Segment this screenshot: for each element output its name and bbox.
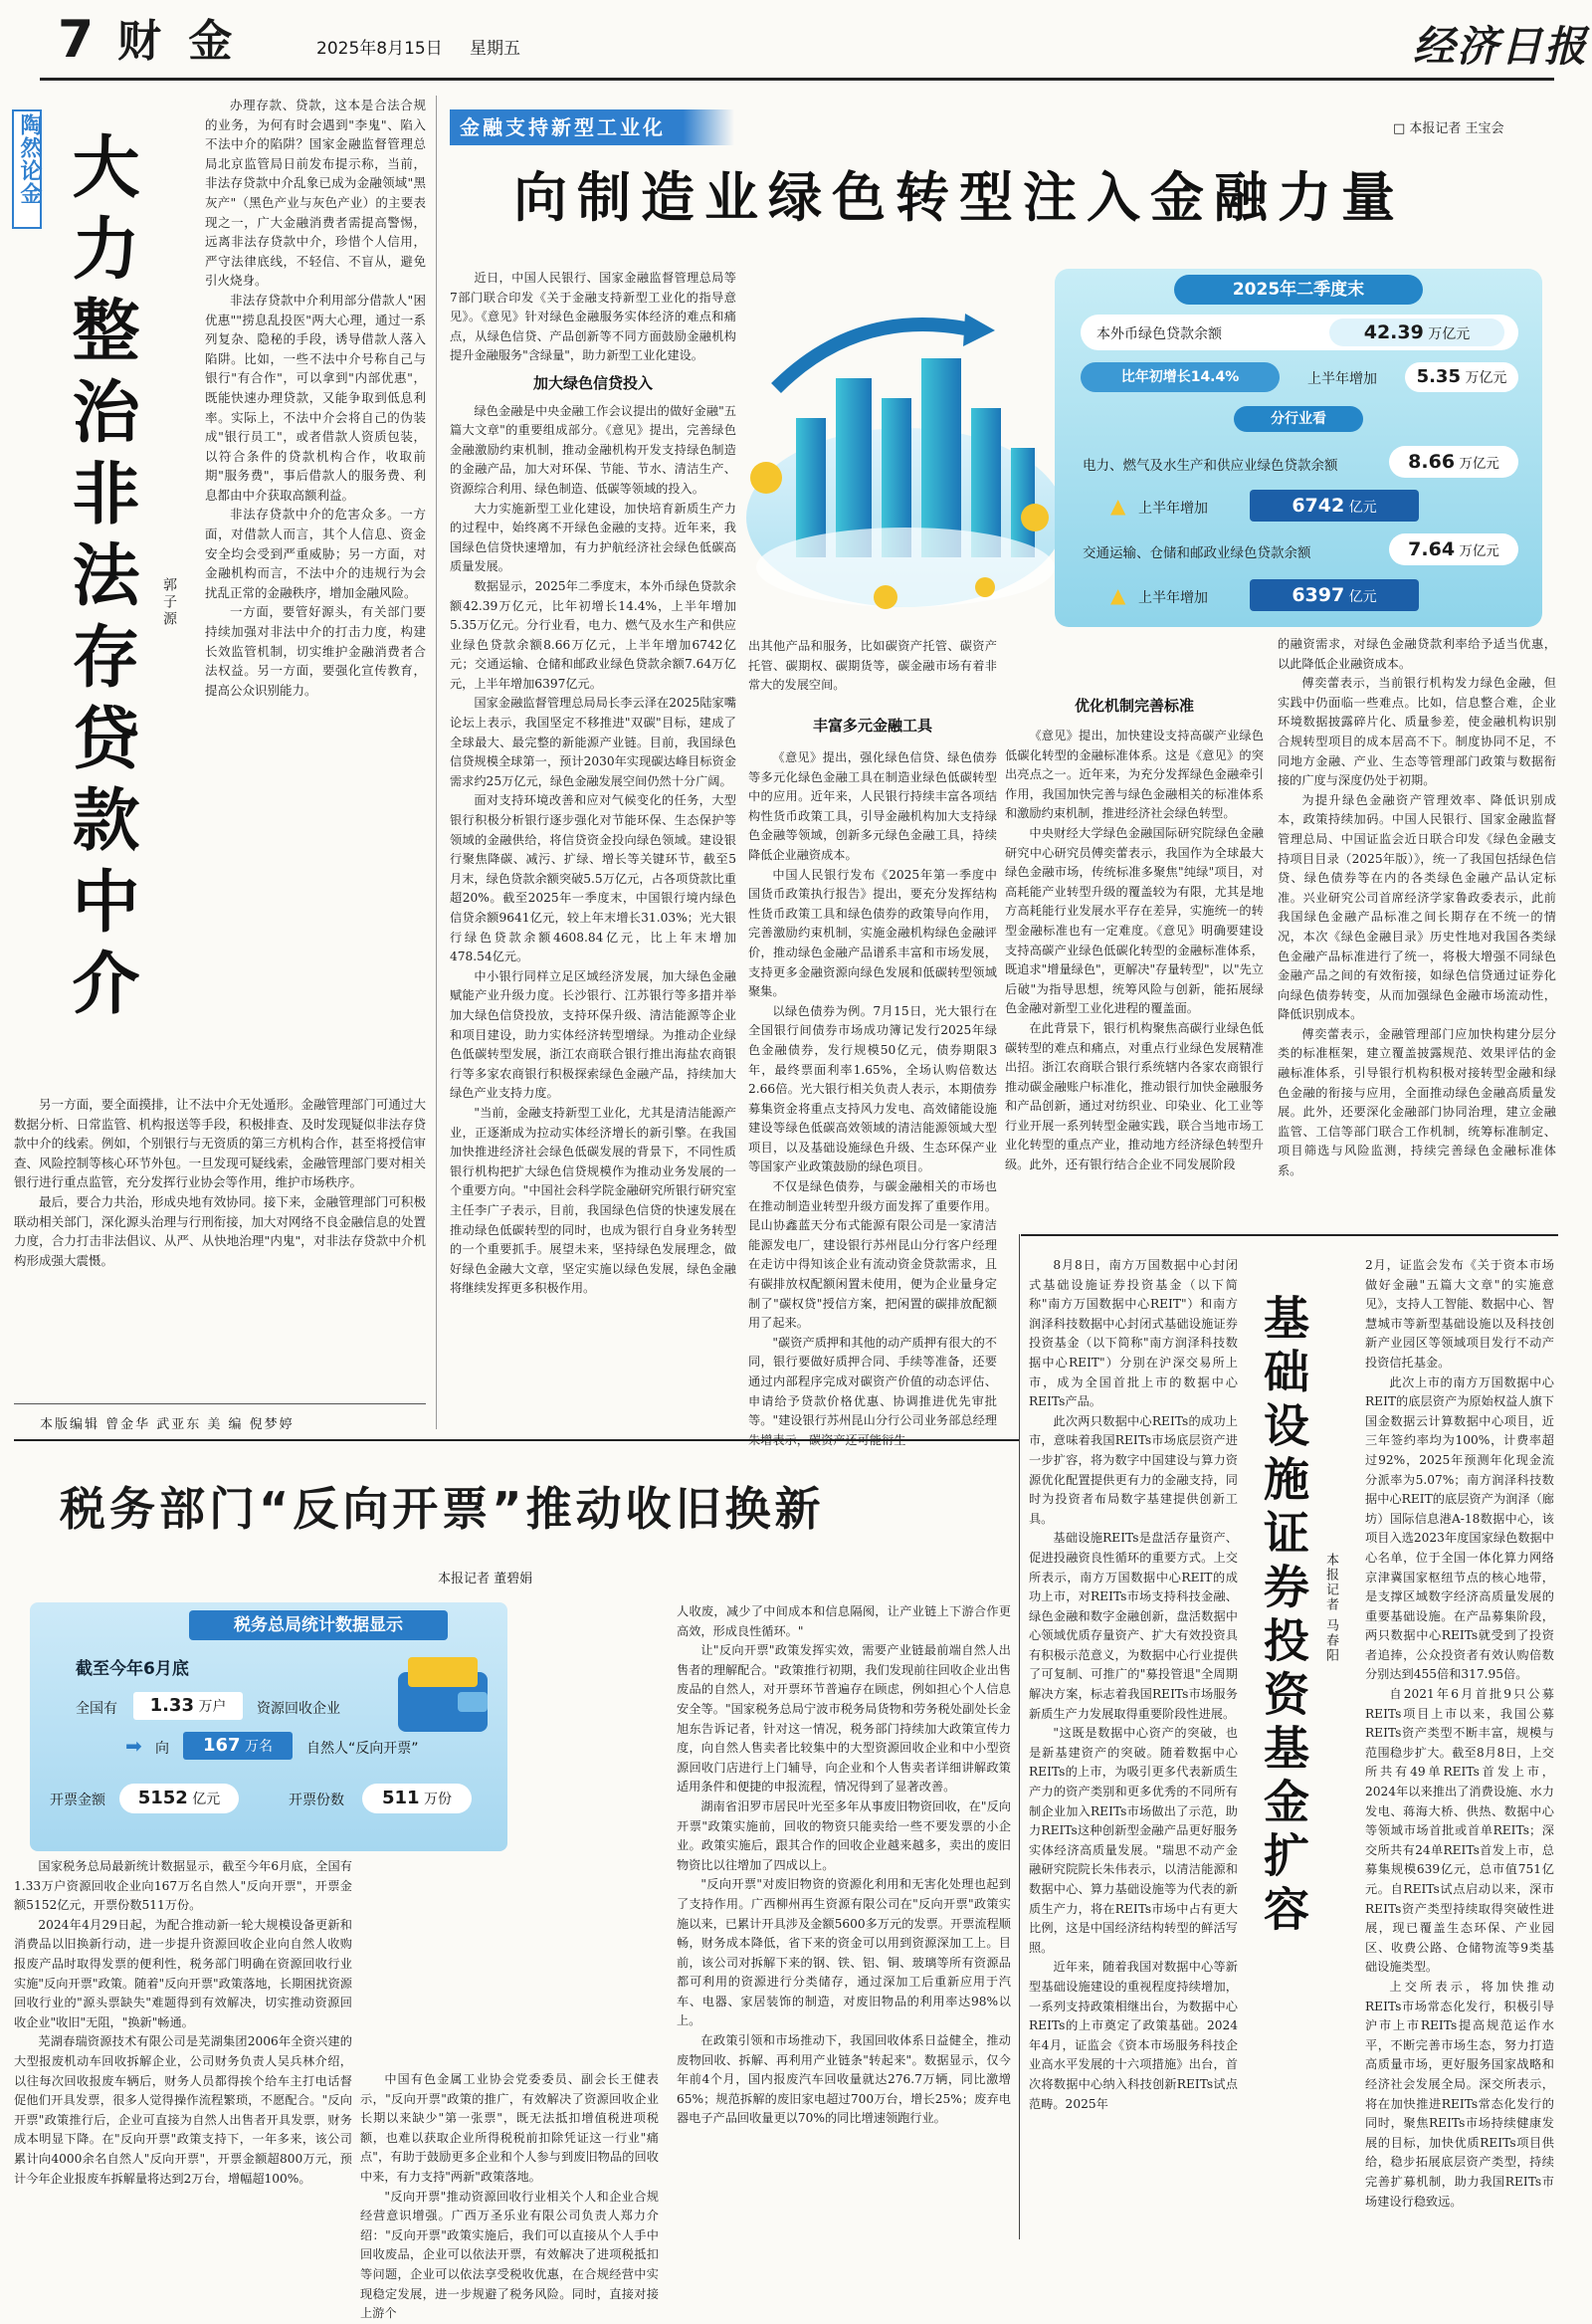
main-paragraph: 傅奕蕾表示，当前银行机构发力绿色金融，但实践中仍面临一些难点。比如，信息整合难，企业环境数据披露碎片化、质量参差，使金融机构识别合规转型项目的成本居高不下。制度协同不足，不同地方金融、产业、生态等管理部门政策与数据衔接的广度与深度仍处于初期。	[1278, 676, 1556, 788]
subhead-tools: 丰富多元金融工具	[812, 717, 932, 735]
arrow-right-icon: ➡	[125, 1734, 142, 1758]
up-triangle-icon: ▲	[1110, 494, 1126, 518]
reits-divider	[1019, 1234, 1020, 2239]
reits-paragraph: 近年来，随着我国对数据中心等新型基础设施建设的重视程度持续增加，一系列支持政策相继出台，为数据中心REITs的上市奠定了政策基础。2024年4月，证监会《资本市场服务科技企业高水平发展的十六项措施》出台，首次将数据中心纳入科技创新REITs试点范畴。2025年	[1029, 1960, 1238, 2111]
row-value: 167	[202, 1735, 241, 1756]
tax-paragraph: 芜湖春瑞资源技术有限公司是芜湖集团2006年全资兴建的大型报废机动车回收拆解企业，公司财务负责人吴兵林介绍，以往每次回收报废车辆后，财务人员都得挨个给车主打电话督促他们开具发票，很多人觉得操作流程繁琐，不愿配合。"反向开票"政策推行后，企业可直接为自然人出售者开具发票，财务成本明显下降。在"反向开票"政策支持下，一年多来，该公司累计向4000余名自然人"反向开票"，开票金额超800万元，预计今年企业报废车拆解量将达到2万台，增幅超100%。	[14, 2034, 352, 2186]
tax-info-row3	[50, 1782, 498, 1815]
tax-paragraph: "反向开票"推动资源回收行业相关个人和企业合规经营意识增强。广西万圣乐业有限公司负责人郑力介绍："反向开票"政策实施后，我们可以直接从个人手中回收废品，企业可以依法开票，有效解决了进项税抵扣等问题，企业可以依法享受税收优惠，在合规经营中实现稳定发展，进一步规避了税务风险。同时，直接对接上游个	[360, 2189, 659, 2321]
row-label: 开票份数	[289, 1793, 344, 1808]
row-value: 42.39	[1363, 321, 1424, 343]
column-paragraph: 最后，要合力共治，形成央地有效协同。接下来，金融管理部门可积极联动相关部门，深化源头治理与行刑衔接，加大对网络不良金融信息的处置力度，合力打击非法倡议、从严、从快地治理"内鬼"，对非法存贷款中介机构形成强大震慑。	[14, 1193, 426, 1268]
main-paragraph: 国家金融监督管理总局局长李云泽在2025陆家嘴论坛上表示，我国坚定不移推进"双碳"目标，建成了全球最大、最完整的新能源产业链。目前，我国绿色信贷规模全球第一，预计2030年实现碳达峰目标资金需求约25万亿元，绿色金融发展空间仍然十分广阔。	[450, 696, 736, 788]
tax-byline: 本报记者 董碧娟	[438, 1572, 533, 1586]
row-unit: 万户	[198, 1699, 227, 1715]
tax-title: 税务部门“反向开票”推动收旧换新	[60, 1482, 825, 1536]
tax-col1	[14, 1857, 352, 2250]
reits-paragraph: 上交所表示，将加快推动REITs市场常态化发行，积极引导沪市上市REITs提高规范运作水平，不断完善市场生态，努力打造高质量市场，更好服务国家战略和经济社会发展全局。深交所表示，将在加快推进REITs常态化发行的同时，聚焦REITs市场持续健康发展的目标，加快优质REITs项目供给，稳步拓展底层资产类型，持续完善扩募机制，助力我国REITs市场建设行稳致远。	[1365, 1979, 1554, 2209]
editors-line: 本版编辑 曾金华 武亚东 美 编 倪梦婷	[40, 1417, 295, 1432]
reits-paragraph: "这既是数据中心资产的突破，也是新基建资产的突破。随着数据中心REITs的上市，为吸引更多代表新质生产力的资产类别和更多优秀的不同所有制企业加入REITs市场做出了示范，助力REITs这种创新型金融产品更好服务实体经济高质量发展。"瑞思不动产金融研究院院长朱伟表示，以清洁能源和数据中心、算力基础设施等为代表的新质生产力，将在REITs市场中占有更大比例，这是中国经济结构转型的鲜活写照。	[1029, 1726, 1238, 1955]
subhead-green-credit: 加大绿色信贷投入	[532, 373, 653, 392]
panel-row-balance	[1081, 315, 1518, 350]
row-unit: 万亿元	[1459, 456, 1499, 472]
column-author: 郭子源	[161, 577, 177, 628]
main-paragraph: 以绿色债券为例。7月15日，光大银行在全国银行间债券市场成功簿记发行2025年绿色金融债券，发行规模50亿元，债券期限3年，最终票面利率1.65%，全场认购倍数达2.66倍。光大银行相关负责人表示，本期债券募集资金将重点支持风力发电、高效储能设施建设等绿色低碳高效领域的清洁能源领域大型项目，以及基础设施绿色升级、生态环保产业等国家产业政策鼓励的绿色项目。	[748, 1003, 997, 1174]
main-col4	[1278, 635, 1556, 1222]
tax-col2	[360, 2070, 659, 2321]
tax-paragraph: "反向开票"对废旧物资的资源化利用和无害化处理也起到了支持作用。广西柳州再生资源有限公司在"反向开票"政策实施以来，已累计开具涉及金额5600多万元的发票。开票流程顺畅，财务成本降低，省下来的资金可以用到资源深加工上。目前，该公司对拆解下来的钢、铁、铝、铜、玻璃等所有资源品都可利用的资源进行分类储存，通过深加工后重新应用于汽车、电器、家居装饰的制造，对废旧物品的利用率达98%以上。	[677, 1877, 1011, 2028]
row-label: 向	[155, 1741, 169, 1757]
reits-col2	[1365, 1256, 1554, 2246]
main-paragraph: 面对支持环境改善和应对气候变化的任务，大型银行积极分析银行逐步强化对节能环保、生态保护等领域的金融供给，将信贷资金投向绿色领域。建设银行聚焦降碳、减污、扩绿、增长等关键环节，截至5月末，绿色贷款余额突破5.5万亿元，占各项贷款比重超20%。截至2025年一季度末，中国银行境内绿色信贷余额9641亿元，较上年末增长31.03%；光大银行绿色贷款余额4608.84亿元，比上年末增加478.54亿元。	[450, 793, 736, 964]
main-paragraph: 中国人民银行发布《2025年第一季度中国货币政策执行报告》提出，要充分发挥结构性货币政策工具和绿色债券的政策导向作用，完善激励约束机制，实施金融机构绿色金融评价，推动绿色金融产品谱系丰富和市场发展，支持更多金融资源向绿色发展和低碳转型领域聚集。	[748, 867, 997, 999]
growth-pill: 比年初增长14.4%	[1081, 362, 1280, 392]
panel-row-transport	[1081, 531, 1518, 567]
row-value: 6397	[1292, 584, 1345, 606]
row-unit: 万亿元	[1459, 543, 1499, 559]
row-value: 511	[381, 1788, 420, 1808]
main-paragraph: 出其他产品和服务，比如碳资产托管、碳资产托管、碳期权、碳期货等，碳金融市场有着非常大的发展空间。	[748, 639, 997, 693]
reits-paragraph: 此次上市的南方万国数据中心REIT的底层资产为原始权益人旗下国金数据云计算数据中心项目，近三年签约率均为100%，计费率超过92%，2025年预测年化现金流分派率为5.07%；南方润泽科技数据中心REIT的底层资产为润泽（廊坊）国际信息港A-18数据中心，该项目入选2023年度国家绿色数据中心名单，位于全国一体化算力网络京津冀国家枢纽节点的核心地带，是支撑区域数字经济高质量发展的重要基础设施。在产品募集阶段，两只数据中心REITs就受到了投资者追捧，公众投资者有效认购倍数分别达到455倍和317.95倍。	[1365, 1374, 1554, 1682]
row-value-box	[1329, 318, 1504, 346]
row-value: 5.35	[1416, 366, 1461, 387]
masthead	[0, 0, 1592, 86]
row-label: 上半年增加	[1307, 371, 1377, 387]
main-paragraph: 《意见》提出，强化绿色信贷、绿色债券等多元化绿色金融工具在制造业绿色低碳转型中的应用。近年来，人民银行持续丰富各项结构性货币政策工具，引导金融机构加大支持绿色金融等领域，创新多元绿色金融工具，持续降低企业融资成本。	[748, 750, 997, 862]
reits-top-rule	[1021, 1234, 1558, 1236]
column-title: 大力整治非法存贷款中介	[61, 131, 139, 1029]
row-unit: 万名	[245, 1739, 274, 1755]
row-value-box	[1389, 533, 1518, 565]
main-paragraph: 《意见》提出，加快建设支持高碳产业绿色低碳化转型的金融标准体系。这是《意见》的突出亮点之一。近年来，为充分发挥绿色金融牵引作用，我国加快完善与绿色金融相关的标准体系和激励约束机制，推进经济社会绿色转型。	[1005, 729, 1264, 821]
row-value-box	[362, 1784, 472, 1813]
panel-subheader: 分行业看	[1234, 406, 1363, 432]
row-value-box	[119, 1784, 239, 1813]
row-label: 上半年增加	[1138, 501, 1208, 517]
row-unit: 亿元	[192, 1792, 221, 1807]
row-label: 开票金额	[50, 1793, 105, 1808]
column-paragraph: 另一方面，要全面摸排，让不法中介无处遁形。金融管理部门可通过大数据分析、日常监管、机构报送等手段，积极排查、及时发现疑似非法存贷款中介的线索。例如，个别银行与无资质的第三方机构合作，甚至将授信审查、风险控制等核心环节外包。一旦发现可疑线索，金融管理部门要对相关银行进行重点监管，充分发挥行业协会等作用，维护市场秩序。	[14, 1097, 426, 1190]
row-unit: 亿元	[1348, 589, 1377, 605]
row-label: 交通运输、仓储和邮政业绿色贷款余额	[1083, 545, 1311, 561]
main-paragraph: 数据显示，2025年二季度末，本外币绿色贷款余额42.39万亿元，比年初增长14.4%，上半年增加5.35万亿元。分行业看，电力、燃气及水生产和供应业绿色贷款余额8.66万亿元，上半年增加6742亿元；交通运输、仓储和邮政业绿色贷款余额7.64万亿元，上半年增加6397亿元。	[450, 578, 736, 691]
row-unit: 万亿元	[1428, 326, 1471, 342]
panel-header: 2025年二季度末	[1174, 275, 1423, 305]
row-value-box	[1405, 362, 1518, 392]
reits-paragraph: 此次两只数据中心REITs的成功上市，意味着我国REITs市场底层资产进一步扩容，将为数字中国建设与算力资源优化配置提供更有力的金融支持，同时为投资者布局数字基建提供创新工具。	[1029, 1413, 1238, 1526]
editors-rule	[14, 1403, 426, 1404]
tax-info-header: 税务总局统计数据显示	[189, 1610, 448, 1640]
section-name: 财 金	[117, 16, 239, 67]
tax-infographic	[30, 1602, 507, 1851]
subhead-mechanism: 优化机制完善标准	[1074, 697, 1194, 715]
main-paragraph: 中小银行同样立足区域经济发展，加大绿色金融赋能产业升级力度。长沙银行、江苏银行等多措并举加大绿色信贷投放，支持环保升级、清洁能源等企业和项目建设，助力实体经济转型增绿。为推动企业绿色低碳转型发展，浙江农商联合银行推出海盐农商银行等多家农商银行积极探索绿色金融产品，持续加大绿色产业支持力度。	[450, 968, 736, 1101]
main-col1	[450, 269, 736, 1428]
row-label: 电力、燃气及水生产和供应业绿色贷款余额	[1083, 458, 1338, 474]
main-paragraph: "碳资产质押和其他的动产质押有很大的不同，银行要做好质押合同、手续等准备，还要通过内部程序完成对碳资产价值的动态评估、申请给予贷款价格优惠、协调推进优先审批等。"建设银行苏州昆山分行公司业务部总经理	[748, 1335, 997, 1428]
column-paragraph: 非法存贷款中介利用部分借款人"困优惠""捞息乱投医"两大心理，通过一系列复杂、隐秘的手段，诱导借款人落入陷阱。比如，一些不法中介号称自己与银行"有合作"，可以拿到"内部优惠"，既能快速办理贷款，又能争取到低息利率。实际上，不法中介会将自己的伪装成"银行员工"，或者借款人资质包装，以符合条件的贷款机构合作，收取前期"服务费"，事后借款人的服务费、利息都由中介获取高额利益。	[205, 292, 426, 503]
tax-paragraph: 湖南省汨罗市居民叶光至多年从事废旧物资回收，在"反向开票"政策实施前，回收的物资只能卖给一些不要发票的小企业。政策实施后，跟其合作的回收企业越来越多，卖出的废旧物资比以往增加了四成以上。	[677, 1798, 1011, 1872]
row-value-box	[1389, 446, 1518, 478]
tax-paragraph: 国家税务总局最新统计数据显示，截至今年6月底，全国有1.33万户资源回收企业向167万名自然人"反向开票"，开票金额5152亿元，开票份数511万份。	[14, 1859, 352, 1913]
tax-info-sub: 截至今年6月底	[76, 1659, 189, 1679]
main-paragraph: 在此背景下，银行机构聚焦高碳行业绿色低碳转型的难点和痛点，对重点行业绿色发展精准出招。浙江农商联合银行系统辖内各家农商银行推动碳金融账户标准化，推动银行加快金融服务和产品创新，通过对纺织业、印染业、化工业等行业开展一系列转型金融实践，联合当地市场工业化转型的重点产业，推动地方经济绿色转型升级。此外，还有银行结合企业不同发展阶段	[1005, 1020, 1264, 1172]
main-paragraph: 傅奕蕾表示，金融管理部门应加快构建分层分类的标准框架，建立覆盖披露规范、效果评估的金融标准体系，引导银行机构积极对接转型金融和绿色金融的衔接与应用，全面推动绿色金融高质量发展。此外，还要深化金融部门协同治理，建立金融监管、工信等部门联合工作机制，统筹标准制定、项目筛选与风险监测，持续完善绿色金融标准体系。	[1278, 1026, 1556, 1178]
tax-paragraph: 在政策引领和市场推动下，我国回收体系日益健全，推动废物回收、拆解、再利用产业链条"转起来"。数据显示，仅今年前4个月，国内报废汽车回收量就达276.7万辆，同比激增65%；规范拆解的废旧家电超过700万台，增长25%；废弃电器电子产品回收量更以70%的同比增速领跑行业。	[677, 2033, 1011, 2126]
main-title: 向制造业绿色转型注入金融力量	[513, 166, 1405, 229]
reits-paragraph: 8月8日，南方万国数据中心封闭式基础设施证券投资基金（以下简称"南方万国数据中心REIT"）和南方润泽科技数据中心封闭式基础设施证券投资基金（以下简称"南方润泽科技数据中心REIT"）分别在沪深交易所上市，成为全国首批上市的数据中心REITs产品。	[1029, 1258, 1238, 1409]
row-unit: 万份	[424, 1792, 453, 1807]
row-unit: 亿元	[1348, 500, 1377, 516]
mid-section-rule	[14, 1439, 1019, 1441]
column-body-top	[205, 96, 426, 1091]
reits-paragraph: 基础设施REITs是盘活存量资产、促进投融资良性循环的重要方式。上交所表示，南方万国数据中心REIT的成功上市，对REITs市场支持科技金融、绿色金融和数字金融创新，盘活数据中心领域优质存量资产、扩大有效投资具有积极示范意义，为数据中心行业提供了可复制、可推广的"募投管退"全周期解决方案，标志着我国REITs市场服务新质生产力发展取得重要阶段性进展。	[1029, 1531, 1238, 1721]
row-value-box	[1250, 490, 1419, 522]
panel-row-power	[1081, 444, 1518, 480]
main-paragraph: 近日，中国人民银行、国家金融监督管理总局等7部门联合印发《关于金融支持新型工业化的指导意见》。《意见》针对绿色金融服务实体经济的难点和痛点，从绿色信贷、产品创新等不同方面鼓励金融机构提升金融服务"含绿量"，助力新型工业化建设。	[450, 271, 736, 363]
main-paragraph: "当前，金融支持新型工业化，尤其是清洁能源产业，正逐渐成为拉动实体经济增长的新引擎。在我国加快推进经济社会绿色低碳发展的背景下，不同性质银行机构把扩大绿色信贷规模作为推动业务发展的一个重要方向。"中国社会科学院金融研究所银行研究室主任李广子表示，目前，我国绿色信贷的快速发展在推动绿色低碳转型的同时，也成为银行自身业务转型的一个重要抓手。展望未来，坚持绿色发展理念，做好绿色金融大文章，坚定实施以绿色发展，绿色金融将继续发挥更多积极作用。	[450, 1105, 736, 1296]
tax-col3	[677, 1602, 1011, 2249]
column-paragraph: 一方面，要管好源头，有关部门要持续加强对非法中介的打击力度，构建长效监管机制，切实维护金融消费者合法权益。另一方面，要强化宣传教育，提高公众识别能力。	[205, 604, 426, 698]
masthead-rule	[40, 78, 1554, 81]
main-col2-body	[748, 748, 997, 1428]
main-paragraph: 的融资需求，对绿色金融贷款利率给予适当优惠，以此降低企业融资成本。	[1278, 637, 1556, 671]
row-label: 全国有	[76, 1701, 117, 1717]
panel-row-power-increase	[1081, 490, 1518, 522]
row-value: 5152	[137, 1788, 188, 1808]
panel-row-transport-increase	[1081, 579, 1518, 611]
reits-paragraph: 自2021年6月首批9只公募REITs项目上市以来，我国公募REITs资产类型不断丰富，规模与范围稳步扩大。截至8月8日，上交所共有49单REITs首发上市，2024年以来推出了消费设施、水力发电、蒋海大桥、供热、数据中心等领域市场首批或首单REITs；深交所共有24单REITs首发上市，总募集规模639亿元，总市值751亿元。自REITs试点启动以来，深市REITs资产类型持续取得突破性进展，现已覆盖生态环保、产业园区、收费公路、仓储物流等9类基础设施类型。	[1365, 1687, 1554, 1975]
issue-weekday: 星期五	[470, 39, 520, 59]
row-value: 6742	[1292, 495, 1345, 517]
tax-paragraph: 2024年4月29日起，为配合推动新一轮大规模设备更新和消费品以旧换新行动，进一步提升资源回收企业向自然人收购报废产品时取得发票的便利性，税务部门明确在资源回收行业实施"反向开票"政策。随着"反向开票"政策落地，长期困扰资源回收行业的"源头票缺失"难题得到有效解决，切实推动资源回收企业"收旧"无阻，"换新"畅通。	[14, 1917, 352, 2029]
tax-paragraph: 让"反向开票"政策发挥实效，需要产业链最前端自然人出售者的理解配合。"政策推行初期，我们发现前往回收企业出售废品的自然人，对开票环节普遍存在顾虑，例如担心个人信息安全等。"国家税务总局宁波市税务局货物和劳务税处副处长金旭东告诉记者，针对这一情况，税务部门持续加大政策宣传力度，向自然人售卖者比较集中的大型资源回收企业和中小型资源回收门店进行上门辅导，向企业和个人售卖者详细讲解政策适用条件和便捷的申报流程，情况得到了显著改善。	[677, 1643, 1011, 1795]
main-paragraph: 大力实施新型工业化建设，加快培育新质生产力的过程中，始终离不开绿色金融的支持。近年来，我国绿色信贷快速增加，有力护航经济社会绿色低碳高质量发展。	[450, 501, 736, 574]
main-paragraph: 绿色金融是中央金融工作会议提出的做好金融"五篇大文章"的重要组成部分。《意见》提出，完善绿色金融激励约束机制，推动金融机构开发支持绿色制造的金融产品，加大对环保、节能、节水、清洁生产、资源综合利用、绿色制造、低碳等领域的投入。	[450, 403, 736, 496]
column-body-bottom	[14, 1095, 426, 1393]
row-value: 7.64	[1408, 538, 1456, 560]
row-label: 本外币绿色贷款余额	[1096, 326, 1222, 342]
page-number: 7	[58, 10, 95, 70]
paper-logo: 经济日报	[1413, 22, 1589, 71]
section-label: 金融支持新型工业化	[450, 109, 734, 145]
column-divider	[436, 96, 437, 1429]
row-value-box	[183, 1732, 293, 1760]
row-label: 上半年增加	[1138, 590, 1208, 606]
row-label: 自然人“反向开票”	[306, 1741, 419, 1757]
row-label: 资源回收企业	[257, 1701, 340, 1717]
main-paragraph: 中央财经大学绿色金融国际研究院绿色金融研究中心研究员傅奕蕾表示，我国作为全球最大绿色金融市场，传统标准多聚焦"纯绿"项目，对高耗能产业转型升级的覆盖较为有限，尤其是地方高耗能行业发展水平存在差异，实施统一的转型金融标准也有一定难度。《意见》明确要建设支持高碳产业绿色低碳化转型的金融标准体系，既追求"增量绿色"，更解决"存量转型"，以"先立后破"为指导思想，统筹风险与创新，能拓展绿色金融对新型工业化进程的覆盖面。	[1005, 825, 1264, 1016]
up-triangle-icon: ▲	[1110, 583, 1126, 607]
reits-title: 基础设施证券投资基金扩容	[1257, 1294, 1310, 1939]
wallet-illustration-icon	[388, 1642, 498, 1752]
main-paragraph: 不仅是绿色债券，与碳金融相关的市场也在推动制造业转型升级方面发挥了重要作用。昆山协鑫蓝天分布式能源有限公司是一家清洁能源发电厂，建设银行苏州昆山分行客户经理在走访中得知该企业有流动资金贷款需求，且有碳排放权配额闲置未使用，便为企业量身定制了"碳权贷"授信方案，把闲置的碳排放配额用了起来。	[748, 1179, 997, 1331]
reits-paragraph: 2月，证监会发布《关于资本市场做好金融"五篇大文章"的实施意见》，支持人工智能、数据中心、智慧城市等新型基础设施以及科技创新产业园区等领域项目发行不动产投资信托基金。	[1365, 1258, 1554, 1370]
panel-row-growth	[1081, 360, 1518, 394]
city-illustration-icon	[736, 269, 1075, 627]
green-loan-infographic	[736, 269, 1552, 632]
main-paragraph: 为提升绿色金融资产管理效率、降低识别成本，政策持续加码。中国人民银行、国家金融监督管理总局、中国证监会近日联合印发《绿色金融支持项目目录（2025年版）》，统一了我国包括绿色信贷、绿色债券等在内的各类绿色金融产品认定标准。兴业研究公司首席经济学家鲁政委表示，此前我国绿色金融产品标准之间长期存在不统一的情况，本次《绿色金融目录》历史性地对我国各类绿色金融产品标准进行了统一，将极大增强不同绿色金融产品之间的有效衔接，如绿色信贷通过证券化向绿色债券转变，从而加强绿色金融市场流动性，降低识别成本。	[1278, 792, 1556, 1022]
row-value: 1.33	[149, 1695, 194, 1716]
column-label: 陶然论金	[12, 109, 42, 229]
reits-byline: 本报记者 马春阳	[1323, 1553, 1338, 1664]
row-value-box	[133, 1692, 243, 1720]
column-paragraph: 办理存款、贷款，这本是合法合规的业务，为何有时会遇到"李鬼"、陷入不法中介的陷阱？国家金融监督管理总局北京监管局日前发布提示称，当前，非法存贷款中介乱象已成为金融领域"黑灰产"（黑色产业与灰色产业）的主要表现之一，广大金融消费者需提高警惕，远离非法存贷款中介，珍惜个人信用，严守法律底线，不轻信、不盲从，避免引火烧身。	[205, 98, 426, 289]
issue-date: 2025年8月15日	[316, 39, 443, 59]
row-value: 8.66	[1408, 451, 1456, 473]
green-loan-panel	[1055, 269, 1542, 627]
row-value-box	[1250, 579, 1419, 611]
column-paragraph: 非法存贷款中介的危害众多。一方面，对借款人而言，其个人信息、资金安全均会受到严重威胁；另一方面，对金融机构而言，不法中介的违规行为会扰乱正常的金融秩序，增加金融风险。	[205, 507, 426, 600]
reits-col1	[1029, 1256, 1238, 2246]
row-unit: 万亿元	[1465, 370, 1507, 386]
main-byline: □ 本报记者 王宝会	[1393, 121, 1504, 136]
tax-paragraph: 中国有色金属工业协会党委委员、副会长王健表示，"反向开票"政策的推广，有效解决了资源回收企业长期以来缺少"第一张票"，既无法抵扣增值税进项税额，也难以获取企业所得税税前扣除凭证这一行业"痛点"，有助于鼓励更多企业和个人参与到废旧物品的回收中来，有力支持"两新"政策落地。	[360, 2072, 659, 2184]
tax-paragraph: 人收废，减少了中间成本和信息隔阂，让产业链上下游合作更高效，形成良性循环。"	[677, 1604, 1011, 1638]
main-col3	[1005, 727, 1264, 1224]
